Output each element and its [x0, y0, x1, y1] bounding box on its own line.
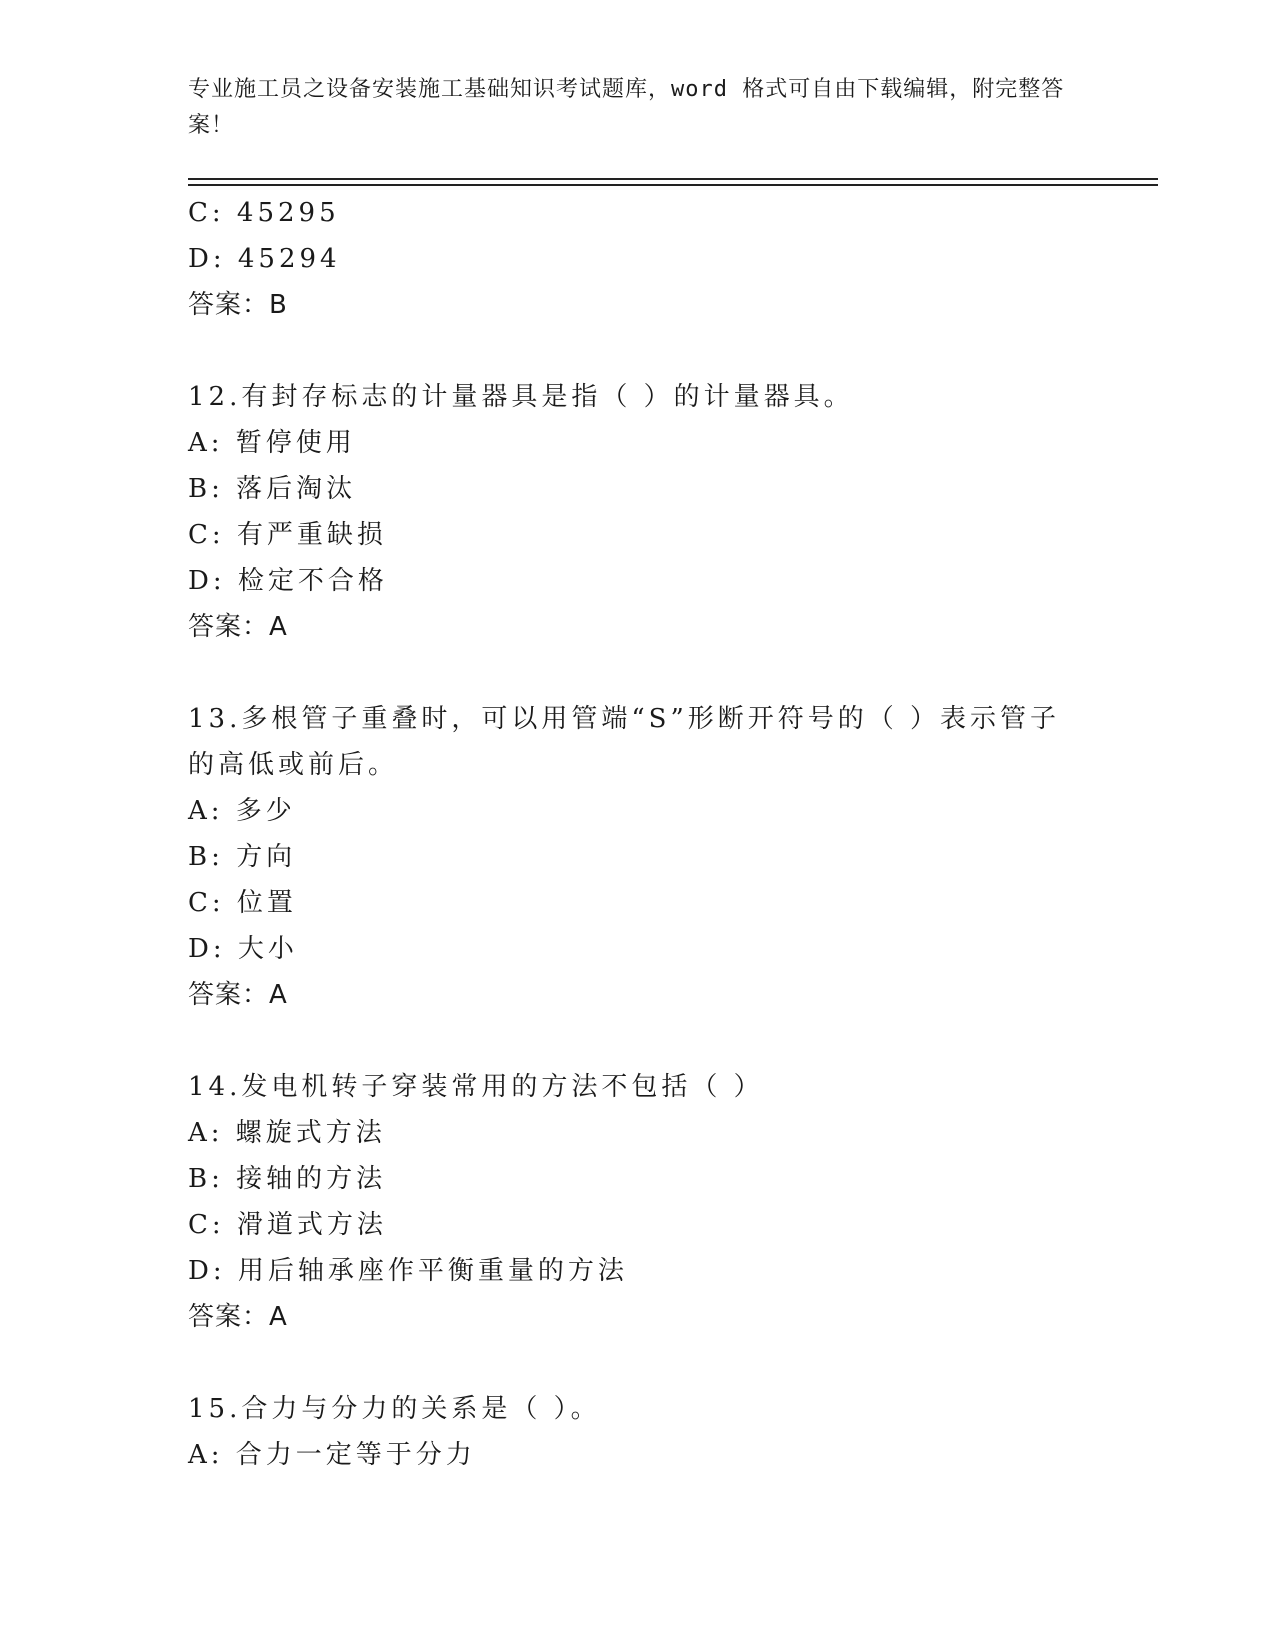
header-rule-bottom [188, 184, 1158, 186]
option-c: C: 滑道式方法 [188, 1210, 387, 1240]
option-a: A: 螺旋式方法 [188, 1118, 386, 1148]
option-a: A: 暂停使用 [188, 428, 356, 458]
option-b: B: 落后淘汰 [188, 474, 357, 504]
option-d: D: 45294 [188, 244, 341, 274]
question-15 [188, 1386, 1088, 1478]
answer-line: 答案：A [188, 1302, 288, 1332]
option-c: C: 有严重缺损 [188, 520, 387, 550]
header-rule-top [188, 178, 1158, 180]
spacer [188, 1018, 1088, 1064]
question-stem: 15.合力与分力的关系是（ ）。 [188, 1394, 601, 1424]
option-c: C: 位置 [188, 888, 297, 918]
option-d: D: 检定不合格 [188, 566, 388, 596]
question-stem: 14.发电机转子穿装常用的方法不包括（ ） [188, 1072, 764, 1102]
question-12 [188, 374, 1088, 650]
option-c: C: 45295 [188, 198, 340, 228]
option-a: A: 多少 [188, 796, 296, 826]
option-d: D: 用后轴承座作平衡重量的方法 [188, 1256, 628, 1286]
question-list [188, 190, 1088, 1478]
question-stem: 12.有封存标志的计量器具是指（ ）的计量器具。 [188, 382, 854, 412]
spacer [188, 1340, 1088, 1386]
answer-line: 答案：A [188, 980, 288, 1010]
option-d: D: 大小 [188, 934, 298, 964]
question-14 [188, 1064, 1088, 1340]
previous-question-tail [188, 190, 1088, 328]
question-stem: 13.多根管子重叠时，可以用管端“S”形断开符号的（ ）表示管子的高低或前后。 [188, 704, 1061, 780]
option-b: B: 方向 [188, 842, 297, 872]
answer-line: 答案：A [188, 612, 288, 642]
answer-line: 答案：B [188, 290, 288, 320]
spacer [188, 650, 1088, 696]
option-b: B: 接轴的方法 [188, 1164, 387, 1194]
option-a: A: 合力一定等于分力 [188, 1440, 476, 1470]
document-header: 专业施工员之设备安装施工基础知识考试题库，word 格式可自由下载编辑，附完整答案！ [188, 77, 1065, 138]
spacer [188, 328, 1088, 374]
question-13 [188, 696, 1088, 1018]
